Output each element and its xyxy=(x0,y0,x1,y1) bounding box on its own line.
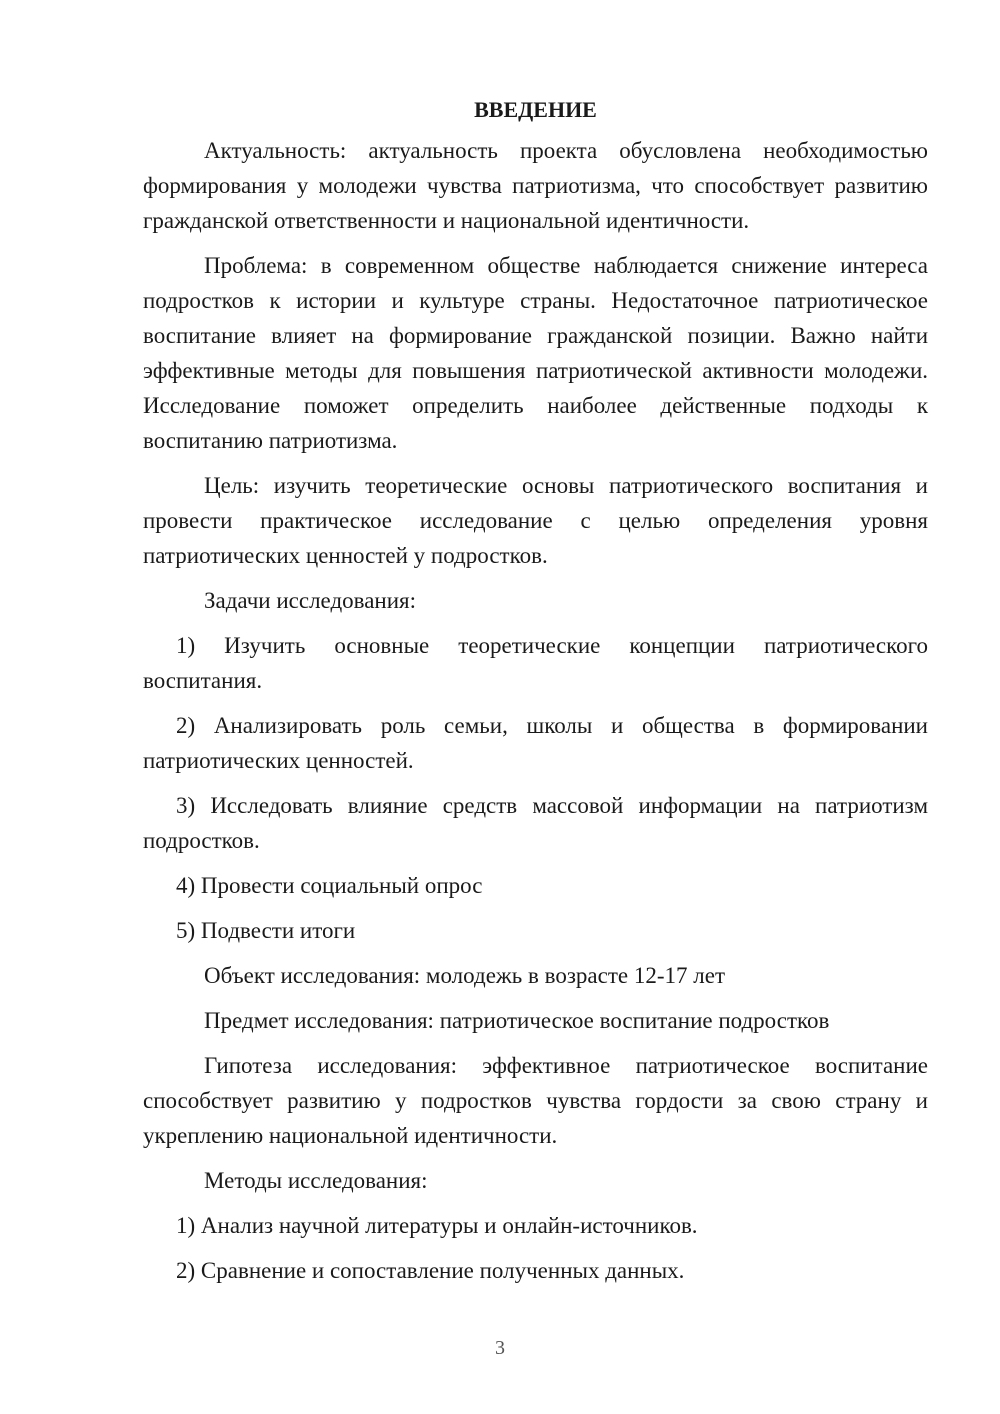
methods-heading: Методы исследования: xyxy=(204,1168,428,1193)
page-number: 3 xyxy=(495,1337,505,1359)
relevance-paragraph: Актуальность: актуальность проекта обусловлена необходимостью формирования у молодежи чувства патриотизма, что способствует развитию гражданской ответственности и национальной идентичности. xyxy=(143,138,928,233)
task-item-4: 4) Провести социальный опрос xyxy=(176,873,483,898)
subject-paragraph: Предмет исследования: патриотическое воспитание подростков xyxy=(204,1008,830,1033)
problem-paragraph: Проблема: в современном обществе наблюдается снижение интереса подростков к истории и культуре страны. Недостаточное патриотическое воспитание влияет на формирование гражданской позиции. Важно найти эффективные методы для повышения патриотической активности молодежи. Исследование поможет определить наиболее действенные подходы к воспитанию патриотизма. xyxy=(143,253,928,453)
object-paragraph: Объект исследования: молодежь в возрасте 12-17 лет xyxy=(204,963,726,988)
hypothesis-paragraph: Гипотеза исследования: эффективное патриотическое воспитание способствует развитию у подростков чувства гордости за свою страну и укреплению национальной идентичности. xyxy=(143,1053,928,1148)
task-item-3: 3) Исследовать влияние средств массовой информации на патриотизм подростков. xyxy=(143,793,928,853)
document-page xyxy=(143,92,928,1298)
task-item-5: 5) Подвести итоги xyxy=(176,918,356,943)
method-item-1: 1) Анализ научной литературы и онлайн-источников. xyxy=(176,1213,698,1238)
tasks-heading: Задачи исследования: xyxy=(204,588,417,613)
goal-paragraph: Цель: изучить теоретические основы патриотического воспитания и провести практическое исследование с целью определения уровня патриотических ценностей у подростков. xyxy=(143,473,928,568)
method-item-2: 2) Сравнение и сопоставление полученных данных. xyxy=(176,1258,685,1283)
section-title: ВВЕДЕНИЕ xyxy=(474,97,597,122)
task-item-1: 1) Изучить основные теоретические концепции патриотического воспитания. xyxy=(143,633,928,693)
task-item-2: 2) Анализировать роль семьи, школы и общества в формировании патриотических ценностей. xyxy=(143,713,928,773)
